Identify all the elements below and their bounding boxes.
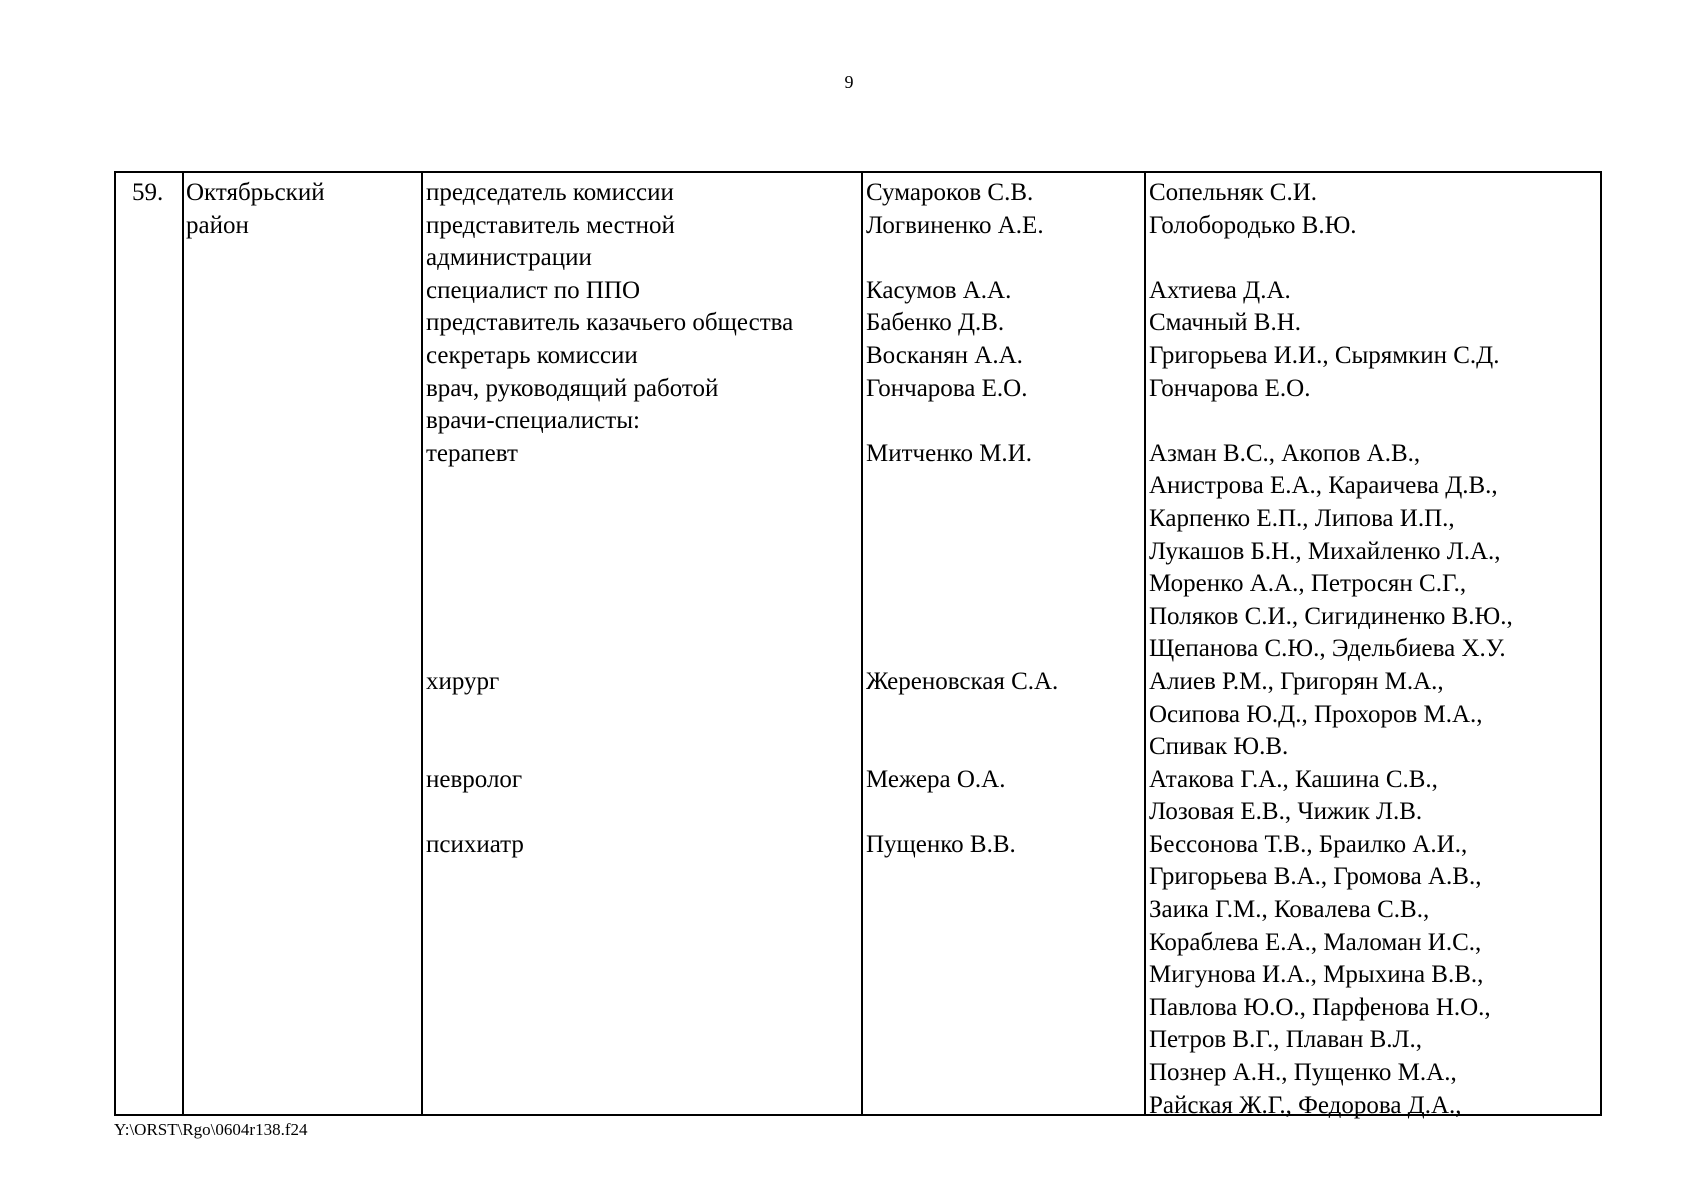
cell-line: Заика Г.М., Ковалева С.В., [1149,896,1430,924]
cell-line: хирург [426,667,500,695]
cell-line [426,1024,793,1057]
cell-line [866,568,1058,601]
cell-line [426,568,793,601]
cell-line: Моренко А.А., Петросян С.Г., [1149,570,1467,598]
cell-line [866,405,1058,438]
cell-line [426,1090,793,1123]
cell-line: Жереновская С.А. [866,667,1059,695]
cell-line: Голобородько В.Ю. [1149,211,1357,239]
main-members-column [866,177,1058,1122]
cell-line [866,1090,1058,1123]
cell-line: Пущенко В.В. [866,830,1016,858]
cell-line [426,731,793,764]
cell-line: представитель казачьего общества [426,309,794,337]
cell-line: врачи-специалисты: [426,407,640,435]
cell-line: специалист по ППО [426,276,641,304]
file-path-footer: Y:\ORST\Rgo\0604r138.f24 [114,1120,308,1139]
cell-line: Азман В.С., Акопов А.В., [1149,439,1421,467]
cell-line: секретарь комиссии [426,341,638,369]
cell-line [426,536,793,569]
cell-line [866,1057,1058,1090]
cell-line [866,1024,1058,1057]
cell-line: Петров В.Г., Плаван В.Л., [1149,1026,1422,1054]
cell-line: Карпенко Е.П., Липова И.П., [1149,504,1455,532]
cell-line: Анистрова Е.А., Караичева Д.В., [1149,472,1498,500]
reserve-members-column [1149,177,1513,1122]
column-divider [182,173,184,1114]
cell-line [426,796,793,829]
cell-line: невролог [426,765,523,793]
cell-line [426,992,793,1025]
cell-line: Логвиненко А.Е. [866,211,1044,239]
cell-line: Бессонова Т.В., Браилко А.И., [1149,830,1468,858]
role-column [426,177,793,1122]
cell-line [426,959,793,992]
cell-line [426,601,793,634]
cell-line: председатель комиссии [426,179,674,206]
cell-line: Ахтиева Д.А. [1149,276,1291,304]
cell-line: психиатр [426,830,524,858]
cell-line: Мигунова И.А., Мрыхина В.В., [1149,961,1484,989]
cell-line: Гончарова Е.О. [866,374,1028,402]
cell-line: Познер А.Н., Пущенко М.А., [1149,1059,1457,1087]
cell-line [866,699,1058,732]
district-cell [186,177,325,242]
cell-line: Атакова Г.А., Кашина С.В., [1149,765,1438,793]
cell-line [866,633,1058,666]
cell-line: Осипова Ю.Д., Прохоров М.А., [1149,700,1483,728]
cell-line: Октябрьский [186,179,325,206]
cell-line: администрации [426,244,592,272]
cell-line [866,861,1058,894]
cell-line: Григорьева В.А., Громова А.В., [1149,863,1482,891]
cell-line [1149,405,1513,438]
cell-line: Бабенко Д.В. [866,309,1005,337]
cell-line [426,894,793,927]
cell-line [426,927,793,960]
cell-line [426,470,793,503]
cell-line [866,992,1058,1025]
cell-line: Сумароков С.В. [866,179,1034,206]
cell-line: Спивак Ю.В. [1149,733,1289,761]
cell-line [426,699,793,732]
column-divider [421,173,423,1114]
cell-line [426,633,793,666]
cell-line: Восканян А.А. [866,341,1023,369]
cell-line: Лозовая Е.В., Чижик Л.В. [1149,798,1423,826]
row-number: 59. [132,179,164,206]
cell-line: терапевт [426,439,518,467]
cell-line [866,470,1058,503]
cell-line: представитель местной [426,211,675,239]
cell-line: Гончарова Е.О. [1149,374,1311,402]
cell-line: Щепанова С.Ю., Эдельбиева Х.У. [1149,635,1506,663]
cell-line [866,894,1058,927]
cell-line: Григорьева И.И., Сырямкин С.Д. [1149,341,1500,369]
cell-line [866,601,1058,634]
cell-line [866,503,1058,536]
page-number: 9 [844,72,854,92]
cell-line [866,927,1058,960]
cell-line: Межера О.А. [866,765,1006,793]
commission-table [114,171,1602,1119]
cell-line: врач, руководящий работой [426,374,719,402]
cell-line: Касумов А.А. [866,276,1012,304]
cell-line: Сопельняк С.И. [1149,179,1318,206]
column-divider [1144,173,1146,1114]
cell-line: Смачный В.Н. [1149,309,1302,337]
cell-line: Павлова Ю.О., Парфенова Н.О., [1149,993,1491,1021]
cell-line [426,861,793,894]
cell-line: Алиев Р.М., Григорян М.А., [1149,667,1444,695]
cell-line [866,242,1058,275]
cell-line [866,731,1058,764]
cell-line: Райская Ж.Г., Федорова Д.А., [1149,1091,1462,1119]
cell-line: Кораблева Е.А., Маломан И.С., [1149,928,1482,956]
cell-line [866,536,1058,569]
cell-line: Лукашов Б.Н., Михайленко Л.А., [1149,537,1501,565]
cell-line [426,503,793,536]
cell-line [1149,242,1513,275]
cell-line: Митченко М.И. [866,439,1032,467]
cell-line [866,796,1058,829]
cell-line [426,1057,793,1090]
column-divider [861,173,863,1114]
cell-line [866,959,1058,992]
cell-line: район [186,211,249,239]
cell-line: Поляков С.И., Сигидиненко В.Ю., [1149,602,1513,630]
